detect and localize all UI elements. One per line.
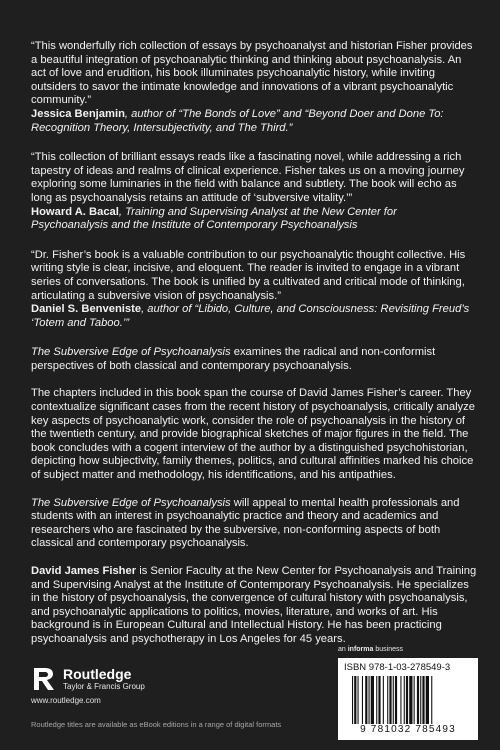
author-bio <box>31 565 477 647</box>
endorsement <box>31 40 477 135</box>
barcode-icon <box>352 676 464 724</box>
description-text: examines the radical and non-conformist perspectives of both classical and contemporary psychoanalysis. <box>31 346 436 372</box>
publisher-logo <box>31 666 145 692</box>
barcode-box <box>338 658 478 740</box>
endorsement-quote: “This wonderfully rich collection of essays by psychoanalyst and historian Fisher provides a beautiful integration of psychoanalytic thinking and thinking about psychoanalysis. An act of love and erudition, his book illuminates psychoanalytic history, while inviting outsiders to savor the intimate knowledge and innovations of a vibrant psychoanalytic community.” <box>31 40 473 107</box>
endorsement-quote: “Dr. Fisher’s book is a valuable contribution to our psychoanalytic thought collective. His writing style is clear, incisive, and eloquent. The reader is invited to engage in a vibrant series of conversations. The book is unified by a cultivated and critical mode of thinking, articulating a subversive vision of psychoanalysis.” <box>31 248 466 302</box>
description-paragraph: The chapters included in this book span the course of David James Fisher’s career. They contextualize significant cases from the recent history of psychoanalysis, critically analyze key aspects of psychoanalytic work, consider the role of psychoanalysis in the history of the twentieth century, and provide biographical sketches of major figures in the field. The book concludes with a cogent interview of the author by a distinguished psychohistorian, depicting how subjectivity, family themes, politics, and cultural affinities marked his choice of subject matter and methodology, his identifications, and his antipathies. <box>31 387 475 482</box>
book-title: The Subversive Edge of Psychoanalysis <box>31 496 231 509</box>
description-paragraph <box>31 497 477 551</box>
isbn-label: ISBN 978-1-03-278549-3 <box>344 662 451 673</box>
description-text: will appeal to mental health professionals and students with an interest in psychoanalytic practice and theory and academics and researchers who are fascinated by the subversive, non-conforming aspects of both classical and contemporary psychoanalysis. <box>31 496 460 550</box>
endorser-role: , author of “The Bonds of Love” and “Beyond Doer and Done To: Recognition Theory, Intersubjectivity, and The Third.” <box>31 107 444 134</box>
endorser-role: , author of “Libido, Culture, and Consciousness: Revisiting Freud’s ‘Totem and Taboo.’” <box>31 303 470 329</box>
ebook-note: Routledge titles are available as eBook editions in a range of digital formats <box>31 720 282 729</box>
barcode-number: 9 781032 785493 <box>360 724 456 735</box>
endorsement-attribution <box>31 206 477 233</box>
author-bio-text: is Senior Faculty at the New Center for Psychoanalysis and Training and Supervising Analyst at the Institute of Contemporary Psychoanalysis. He specializes in the history of psychoanalysis, the convergence of cultural history with psychoanalysis, and psychoanalytic applications to politics, movies, literature, and works of art. His background is in European Cultural and Intellectual History. He has been practicing psychoanalysis and psychotherapy in Los Angeles for 45 years. <box>31 565 477 645</box>
publisher-name: Routledge <box>63 665 132 682</box>
endorsement-attribution <box>31 108 477 135</box>
publisher-group: Taylor & Francis Group <box>63 681 145 691</box>
endorsement-attribution <box>31 303 477 330</box>
routledge-logo-icon <box>31 666 57 692</box>
informa-business-label: an informa business <box>338 646 403 653</box>
endorsement-quote: “This collection of brilliant essays reads like a fascinating novel, while addressing a rich tapestry of ideas and realms of clinical experience. Fisher takes us on a moving journey exploring some luminaries in the field with balance and subtlety. The book will echo as long as psychoanalysis retains an attitude of ‘subversive vitality.’” <box>31 151 465 204</box>
book-title: The Subversive Edge of Psychoanalysis <box>31 346 231 359</box>
author-name: David James Fisher <box>31 565 137 577</box>
description-paragraph <box>31 346 477 373</box>
endorser-name: Daniel S. Benveniste <box>31 303 142 316</box>
endorser-role: , Training and Supervising Analyst at the New Center for Psychoanalysis and the Institute of Contemporary Psychoanalysis <box>31 205 397 232</box>
back-cover-text <box>31 40 477 661</box>
publisher-url: www.routledge.com <box>31 696 101 705</box>
endorsement <box>31 249 477 331</box>
endorsement <box>31 151 477 233</box>
endorser-name: Howard A. Bacal <box>31 205 119 218</box>
endorser-name: Jessica Benjamin <box>31 107 125 120</box>
